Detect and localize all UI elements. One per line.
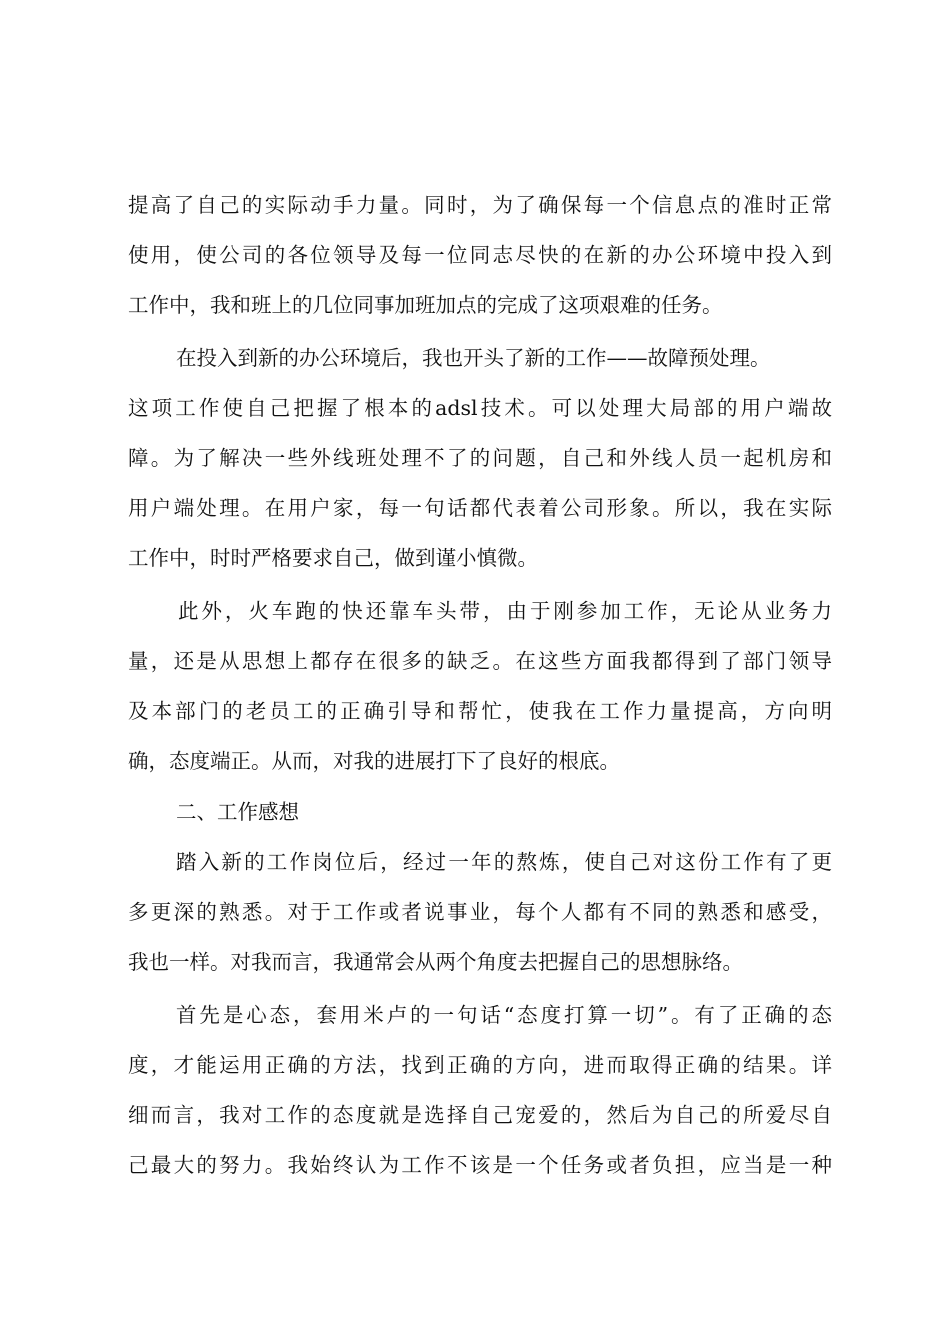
body-line: 提高了自己的实际动手力量。同时，为了确保每一个信息点的准时正常 [128, 193, 832, 217]
body-line: 工作中，时时严格要求自己，做到谨小慎微。 [128, 546, 538, 570]
body-line: 使用，使公司的各位领导及每一位同志尽快的在新的办公环境中投入到 [128, 243, 832, 267]
body-line: 度，才能运用正确的方法，找到正确的方向，进而取得正确的结果。详 [128, 1053, 832, 1077]
paragraph-first-line: 在投入到新的办公环境后，我也开头了新的工作——故障预处理。 [176, 346, 771, 370]
body-line: 确，态度端正。从而，对我的进展打下了良好的根底。 [128, 749, 620, 773]
body-line: 这项工作使自己把握了根本的adsl技术。可以处理大局部的用户端故 [128, 396, 832, 420]
paragraph-first-line: 首先是心态，套用米卢的一句话“态度打算一切”。有了正确的态 [176, 1003, 832, 1027]
paragraph-first-line: 此外，火车跑的快还靠车头带，由于刚参加工作，无论从业务力 [178, 599, 832, 623]
body-line: 障。为了解决一些外线班处理不了的问题，自己和外线人员一起机房和 [128, 446, 832, 470]
body-line: 细而言，我对工作的态度就是选择自己宠爱的，然后为自己的所爱尽自 [128, 1103, 832, 1127]
body-line: 量，还是从思想上都存在很多的缺乏。在这些方面我都得到了部门领导 [128, 649, 832, 673]
body-line: 及本部门的老员工的正确引导和帮忙，使我在工作力量提高，方向明 [128, 699, 832, 723]
paragraph-first-line: 踏入新的工作岗位后，经过一年的熬炼，使自己对这份工作有了更 [176, 850, 832, 874]
body-line: 用户端处理。在用户家，每一句话都代表着公司形象。所以，我在实际 [128, 496, 832, 520]
body-line: 我也一样。对我而言，我通常会从两个角度去把握自己的思想脉络。 [128, 950, 743, 974]
body-line: 工作中，我和班上的几位同事加班加点的完成了这项艰难的任务。 [128, 293, 723, 317]
body-line: 己最大的努力。我始终认为工作不该是一个任务或者负担，应当是一种 [128, 1153, 832, 1177]
section-heading: 二、工作感想 [176, 800, 299, 824]
body-line: 多更深的熟悉。对于工作或者说事业，每个人都有不同的熟悉和感受， [128, 900, 832, 924]
